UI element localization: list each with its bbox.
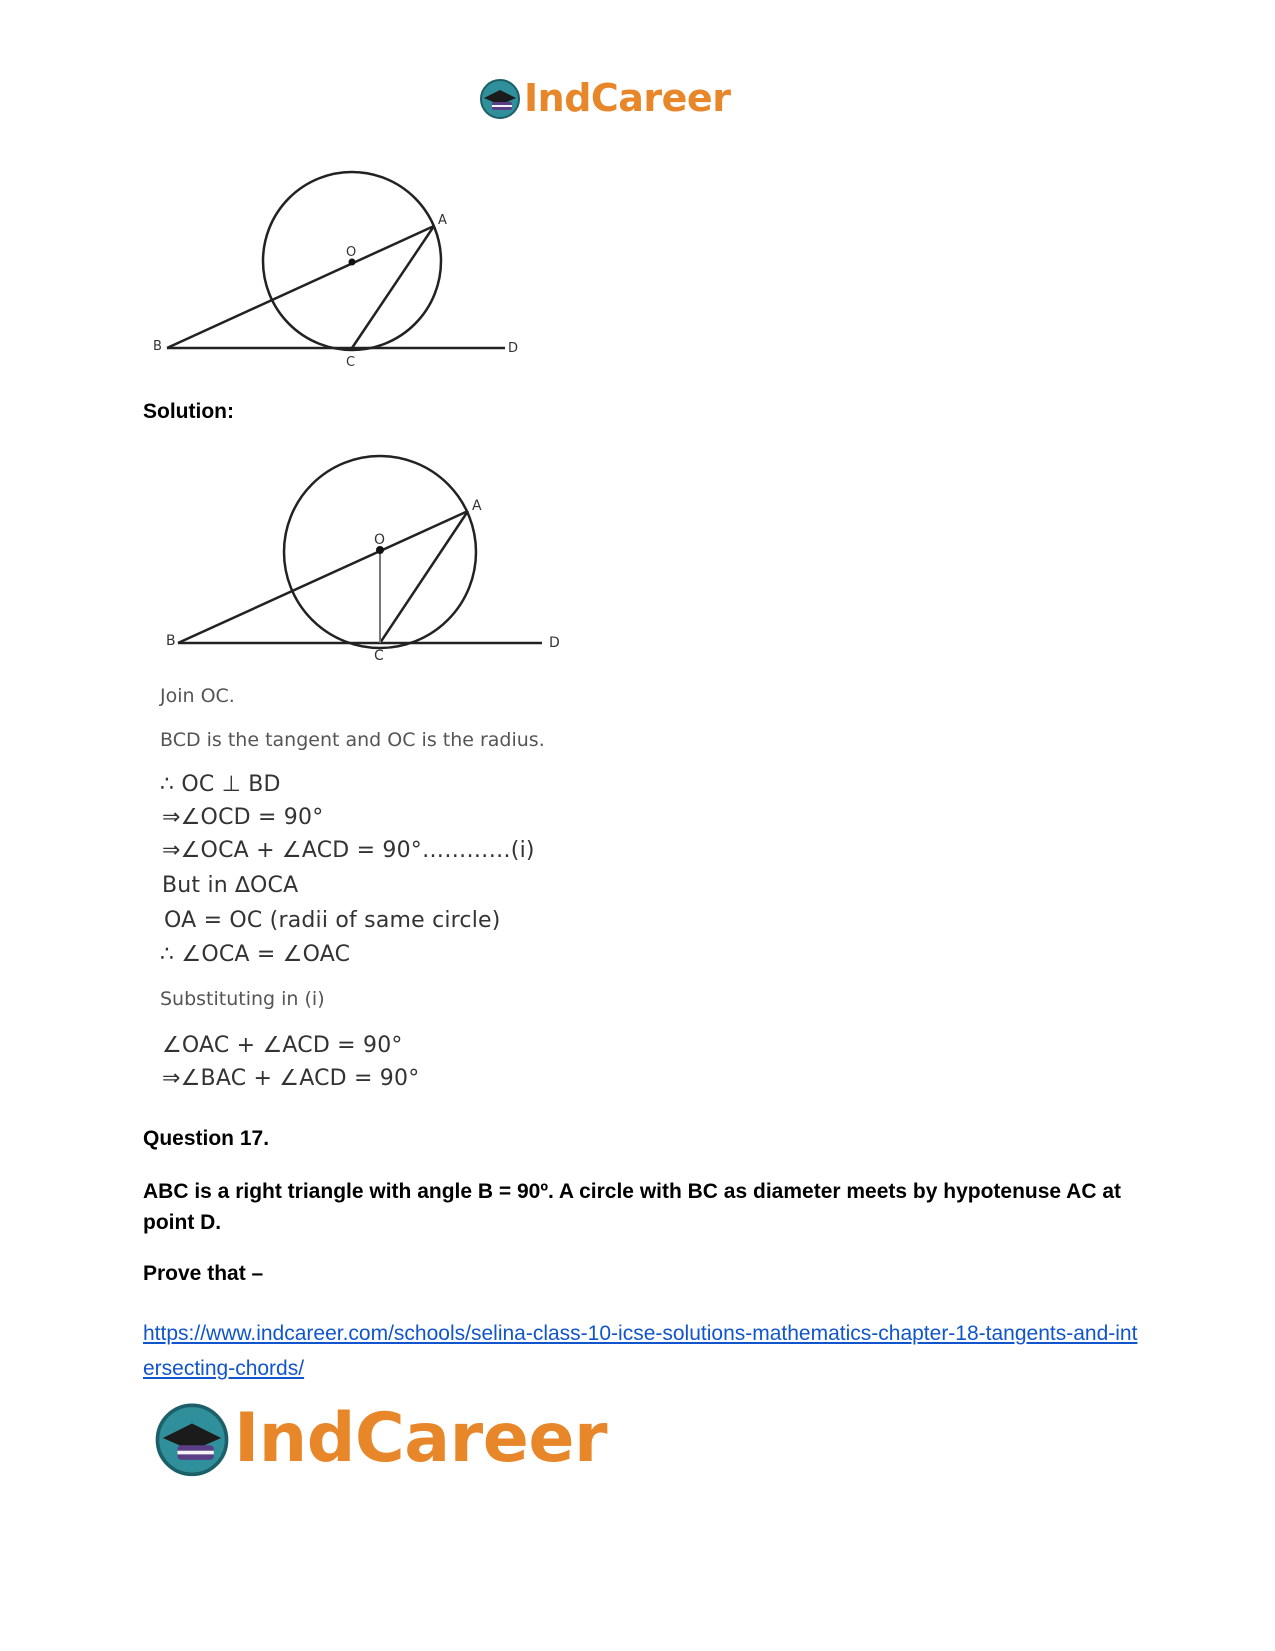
footer-logo: [152, 1398, 607, 1478]
footer-logo-text: IndCareer: [234, 1398, 607, 1478]
solution-tangent-line: BCD is the tangent and OC is the radius.: [160, 729, 545, 751]
figure-2-diagram: [150, 450, 580, 670]
question-prove-line: Prove that –: [143, 1262, 264, 1285]
graduation-book-globe-icon: [152, 1398, 232, 1478]
figure-1-label-a: A: [438, 213, 447, 228]
figure-1-label-b: B: [153, 339, 162, 354]
solution-step-4: But in ∆OCA: [162, 873, 299, 898]
solution-join-line: Join OC.: [160, 685, 235, 707]
solution-step-2: ⇒∠OCD = 90°: [162, 805, 324, 830]
figure-2-label-a: A: [472, 498, 482, 514]
solution-step-8: ⇒∠BAC + ∠ACD = 90°: [162, 1066, 420, 1091]
header-logo: [478, 76, 730, 120]
question-title: Question 17.: [143, 1127, 270, 1150]
solution-step-7: ∠OAC + ∠ACD = 90°: [162, 1033, 403, 1058]
solution-step-5: OA = OC (radii of same circle): [164, 908, 501, 933]
solution-step-6: ∴ ∠OCA = ∠OAC: [160, 942, 351, 967]
solution-substituting-line: Substituting in (i): [160, 988, 325, 1010]
figure-2-label-o: O: [374, 532, 386, 548]
solution-step-3: ⇒∠OCA + ∠ACD = 90°…………(i): [162, 838, 535, 863]
source-url-link[interactable]: https://www.indcareer.com/schools/selina-class-10-icse-solutions-mathematics-chapter-18-tangents-and-intersecting-chords/: [143, 1322, 1138, 1380]
graduation-book-globe-icon: [478, 76, 522, 120]
figure-2-label-c: C: [374, 648, 384, 664]
figure-1-label-d: D: [508, 341, 519, 356]
solution-step-1: ∴ OC ⊥ BD: [160, 772, 281, 797]
figure-1-diagram: [145, 168, 535, 373]
figure-1-label-c: C: [346, 355, 356, 370]
figure-2-label-d: D: [549, 635, 560, 651]
figure-1-label-o: O: [346, 245, 357, 260]
header-logo-text: IndCareer: [524, 76, 731, 120]
solution-heading: Solution:: [143, 400, 234, 423]
question-text: ABC is a right triangle with angle B = 90º. A circle with BC as diameter meets by hypotenuse AC at point D.: [143, 1180, 1121, 1234]
figure-2-label-b: B: [166, 633, 176, 649]
